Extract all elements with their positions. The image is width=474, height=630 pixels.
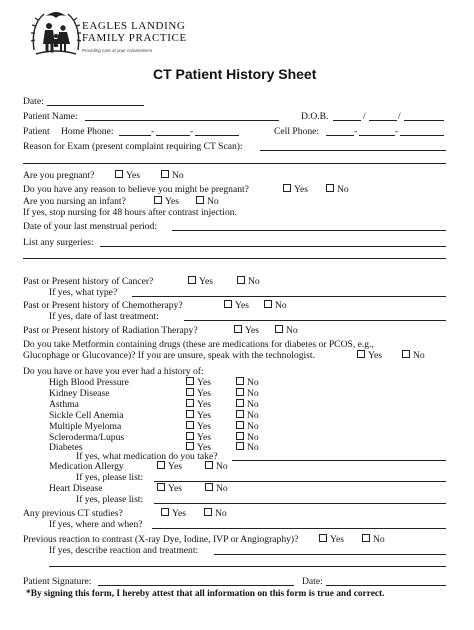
checkbox-icon[interactable] bbox=[402, 350, 410, 358]
condition-yes-option[interactable]: Yes bbox=[186, 377, 211, 388]
date-line[interactable] bbox=[47, 105, 144, 106]
believe-pregnant-yes-option[interactable]: Yes bbox=[283, 184, 308, 195]
heart-list-line[interactable] bbox=[154, 503, 446, 504]
medication-allergy-no-option[interactable]: No bbox=[205, 461, 228, 472]
pregnant-question: Are you pregnant? bbox=[23, 170, 95, 181]
condition-label: Diabetes bbox=[49, 442, 83, 453]
medication-allergy-label: Medication Allergy bbox=[49, 461, 124, 472]
checkbox-icon[interactable] bbox=[186, 377, 194, 385]
chemo-date-question: If yes, date of last treatment: bbox=[49, 311, 159, 322]
home-phone-label: Home Phone: bbox=[61, 126, 114, 137]
heart-disease-yes-option[interactable]: Yes bbox=[157, 483, 182, 494]
checkbox-icon[interactable] bbox=[154, 196, 162, 204]
contrast-reaction-yes-option[interactable]: Yes bbox=[319, 534, 344, 545]
checkbox-icon[interactable] bbox=[236, 421, 244, 429]
checkbox-icon[interactable] bbox=[205, 461, 213, 469]
condition-label: Asthma bbox=[49, 399, 79, 410]
condition-yes-option[interactable]: Yes bbox=[186, 421, 211, 432]
attestation-notice: *By signing this form, I hereby attest that all information on this form is true and correct. bbox=[26, 589, 385, 599]
cell-phone-mid-line[interactable] bbox=[359, 135, 395, 136]
checkbox-icon[interactable] bbox=[236, 410, 244, 418]
checkbox-icon[interactable] bbox=[234, 325, 242, 333]
cell-phone-end-line[interactable] bbox=[400, 135, 444, 136]
condition-no-option[interactable]: No bbox=[236, 377, 259, 388]
checkbox-icon[interactable] bbox=[236, 399, 244, 407]
history-question: Do you have or have you ever had a history of: bbox=[23, 366, 204, 377]
checkbox-icon[interactable] bbox=[186, 432, 194, 440]
metformin-yes-option[interactable]: Yes bbox=[357, 350, 382, 361]
signature-date-line[interactable] bbox=[326, 585, 446, 586]
checkbox-icon[interactable] bbox=[237, 276, 245, 284]
previous-ct-question: Any previous CT studies? bbox=[23, 508, 123, 519]
pregnant-no-option[interactable]: No bbox=[161, 170, 184, 181]
menstrual-line[interactable] bbox=[172, 230, 446, 231]
checkbox-icon[interactable] bbox=[236, 432, 244, 440]
signature-line[interactable] bbox=[98, 585, 294, 586]
medication-allergy-yes-option[interactable]: Yes bbox=[157, 461, 182, 472]
checkbox-icon[interactable] bbox=[205, 483, 213, 491]
checkbox-icon[interactable] bbox=[236, 442, 244, 450]
checkbox-icon[interactable] bbox=[283, 184, 291, 192]
dob-slash: / bbox=[398, 111, 401, 122]
cancer-type-line[interactable] bbox=[132, 296, 446, 297]
checkbox-icon[interactable] bbox=[161, 170, 169, 178]
checkbox-icon[interactable] bbox=[362, 534, 370, 542]
checkbox-icon[interactable] bbox=[224, 300, 232, 308]
contrast-reaction-question: Previous reaction to contrast (X-ray Dye, Iodine, IVP or Angiography)? bbox=[23, 534, 299, 545]
metformin-question-line1: Do you take Metformin containing drugs (these are medications for diabetes or PCOS, e.g., bbox=[23, 339, 374, 350]
cell-phone-area-line[interactable] bbox=[326, 135, 354, 136]
surgeries-question: List any surgeries: bbox=[23, 237, 94, 248]
radiation-no-option[interactable]: No bbox=[275, 325, 298, 336]
checkbox-icon[interactable] bbox=[204, 508, 212, 516]
checkbox-icon[interactable] bbox=[357, 350, 365, 358]
checkbox-icon[interactable] bbox=[196, 196, 204, 204]
previous-ct-yes-option[interactable]: Yes bbox=[161, 508, 186, 519]
radiation-yes-option[interactable]: Yes bbox=[234, 325, 259, 336]
nursing-note: If yes, stop nursing for 48 hours after contrast injection. bbox=[23, 207, 237, 218]
signature-date-label: Date: bbox=[302, 576, 323, 587]
nursing-no-option[interactable]: No bbox=[196, 196, 219, 207]
radiation-question: Past or Present history of Radiation Therapy? bbox=[23, 325, 198, 336]
condition-no-option[interactable]: No bbox=[236, 442, 259, 453]
checkbox-icon[interactable] bbox=[319, 534, 327, 542]
reason-label: Reason for Exam (present complaint requiring CT Scan): bbox=[23, 141, 243, 152]
condition-label: Scleroderma/Lupus bbox=[49, 432, 125, 443]
checkbox-icon[interactable] bbox=[236, 377, 244, 385]
condition-no-option[interactable]: No bbox=[236, 421, 259, 432]
condition-no-option[interactable]: No bbox=[236, 410, 259, 421]
condition-no-option[interactable]: No bbox=[236, 399, 259, 410]
form-title: CT Patient History Sheet bbox=[153, 66, 317, 82]
cancer-question: Past or Present history of Cancer? bbox=[23, 276, 154, 287]
metformin-no-option[interactable]: No bbox=[402, 350, 425, 361]
checkbox-icon[interactable] bbox=[186, 388, 194, 396]
heart-disease-label: Heart Disease bbox=[49, 483, 103, 494]
dob-slash: / bbox=[363, 111, 366, 122]
checkbox-icon[interactable] bbox=[264, 300, 272, 308]
phone-dash: - bbox=[190, 126, 194, 137]
pregnant-yes-option[interactable]: Yes bbox=[115, 170, 140, 181]
heart-please-list-label: If yes, please list: bbox=[76, 494, 144, 505]
diabetes-medication-line[interactable] bbox=[232, 460, 446, 461]
where-when-line[interactable] bbox=[152, 528, 446, 529]
checkbox-icon[interactable] bbox=[157, 461, 165, 469]
cancer-yes-option[interactable]: Yes bbox=[188, 276, 213, 287]
heart-disease-no-option[interactable]: No bbox=[205, 483, 228, 494]
phone-dash: - bbox=[151, 126, 155, 137]
logo-name-line2: FAMILY PRACTICE bbox=[82, 32, 187, 44]
chemo-question: Past or Present history of Chemotherapy? bbox=[23, 300, 183, 311]
family-logo-icon bbox=[28, 6, 84, 60]
condition-no-option[interactable]: No bbox=[236, 388, 259, 399]
condition-yes-option[interactable]: Yes bbox=[186, 399, 211, 410]
describe-reaction-line-1[interactable] bbox=[214, 554, 446, 555]
chemo-no-option[interactable]: No bbox=[264, 300, 287, 311]
where-when-question: If yes, where and when? bbox=[49, 519, 143, 530]
surgeries-line-1[interactable] bbox=[100, 246, 446, 247]
checkbox-icon[interactable] bbox=[186, 399, 194, 407]
dob-year-line[interactable] bbox=[404, 120, 444, 121]
chemo-yes-option[interactable]: Yes bbox=[224, 300, 249, 311]
patient-name-label: Patient Name: bbox=[23, 111, 78, 122]
condition-no-option[interactable]: No bbox=[236, 432, 259, 443]
diabetes-medication-question: If yes, what medication do you take? bbox=[76, 451, 218, 462]
checkbox-icon[interactable] bbox=[115, 170, 123, 178]
chemo-date-line[interactable] bbox=[184, 320, 446, 321]
phone-dash: - bbox=[395, 126, 399, 137]
checkbox-icon[interactable] bbox=[157, 483, 165, 491]
patient-label: Patient bbox=[23, 126, 50, 137]
menstrual-question: Date of your last menstrual period: bbox=[23, 221, 158, 232]
believe-pregnant-no-option[interactable]: No bbox=[326, 184, 349, 195]
condition-label: High Blood Pressure bbox=[49, 377, 129, 388]
contrast-reaction-no-option[interactable]: No bbox=[362, 534, 385, 545]
home-phone-area-line[interactable] bbox=[119, 135, 151, 136]
condition-yes-option[interactable]: Yes bbox=[186, 388, 211, 399]
date-label: Date: bbox=[23, 96, 44, 107]
patient-name-line[interactable] bbox=[85, 120, 279, 121]
allergy-please-list-label: If yes, please list: bbox=[76, 472, 144, 483]
condition-yes-option[interactable]: Yes bbox=[186, 432, 211, 443]
nursing-yes-option[interactable]: Yes bbox=[154, 196, 179, 207]
checkbox-icon[interactable] bbox=[188, 276, 196, 284]
checkbox-icon[interactable] bbox=[161, 508, 169, 516]
condition-label: Kidney Disease bbox=[49, 388, 110, 399]
logo-tagline: Providing care at your convenience bbox=[82, 48, 153, 53]
checkbox-icon[interactable] bbox=[275, 325, 283, 333]
nursing-question: Are you nursing an infant? bbox=[23, 196, 126, 207]
allergy-list-line[interactable] bbox=[154, 481, 446, 482]
reason-line-1[interactable] bbox=[260, 150, 446, 151]
checkbox-icon[interactable] bbox=[326, 184, 334, 192]
checkbox-icon[interactable] bbox=[186, 442, 194, 450]
home-phone-mid-line[interactable] bbox=[156, 135, 190, 136]
phone-dash: - bbox=[354, 126, 358, 137]
signature-label: Patient Signature: bbox=[23, 576, 92, 587]
dob-day-line[interactable] bbox=[369, 120, 397, 121]
believe-pregnant-question: Do you have any reason to believe you might be pregnant? bbox=[23, 184, 249, 195]
checkbox-icon[interactable] bbox=[236, 388, 244, 396]
cancer-type-question: If yes, what type? bbox=[49, 287, 118, 298]
condition-label: Sickle Cell Anemia bbox=[49, 410, 124, 421]
home-phone-end-line[interactable] bbox=[195, 135, 239, 136]
cell-phone-label: Cell Phone: bbox=[274, 126, 320, 137]
checkbox-icon[interactable] bbox=[186, 421, 194, 429]
dob-label: D.O.B. bbox=[301, 111, 329, 122]
logo-name-line1: EAGLES LANDING bbox=[82, 20, 186, 32]
condition-yes-option[interactable]: Yes bbox=[186, 442, 211, 453]
describe-reaction-question: If yes, describe reaction and treatment: bbox=[49, 545, 199, 556]
condition-yes-option[interactable]: Yes bbox=[186, 410, 211, 421]
condition-label: Multiple Myeloma bbox=[49, 421, 122, 432]
dob-month-line[interactable] bbox=[333, 120, 361, 121]
surgeries-line-2[interactable] bbox=[23, 258, 446, 259]
metformin-question-line2: Glucophage or Glucovance)? If you are unsure, speak with the technologist. bbox=[23, 350, 315, 361]
checkbox-icon[interactable] bbox=[186, 410, 194, 418]
describe-reaction-line-2[interactable] bbox=[49, 566, 446, 567]
reason-line-2[interactable] bbox=[23, 163, 446, 164]
previous-ct-no-option[interactable]: No bbox=[204, 508, 227, 519]
cancer-no-option[interactable]: No bbox=[237, 276, 260, 287]
